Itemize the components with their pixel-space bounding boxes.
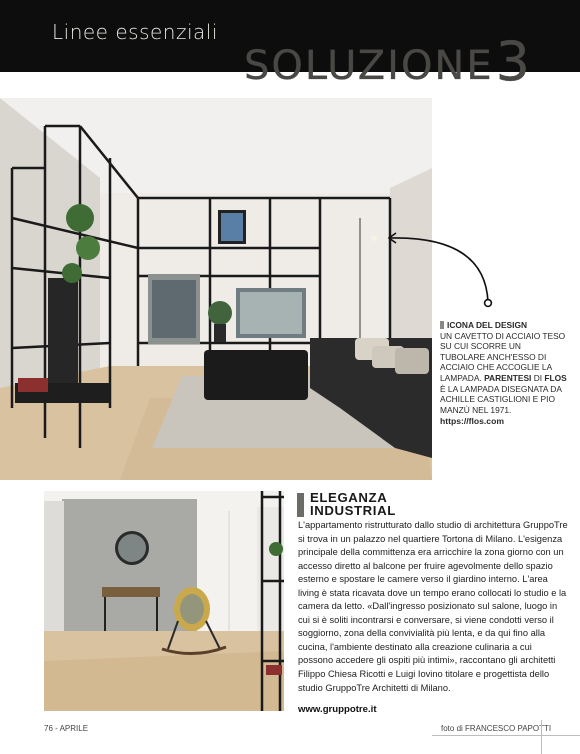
caption-text-2: È LA LAMPADA DISEGNATA DA ACHILLE CASTIGLIONI E PIO MANZÙ NEL 1971. (440, 383, 562, 415)
headline (244, 28, 530, 93)
caption-product: PARENTESI (484, 372, 532, 383)
photo-credit: foto di FRANCESCO PAPOTTI (441, 724, 552, 733)
caption-link[interactable]: https://flos.com (440, 416, 504, 427)
title-line-2: INDUSTRIAL (310, 502, 396, 518)
entrance-photo (44, 491, 284, 711)
caption-text: UN CAVETTO DI ACCIAIO TESO SU CUI SCORRE UN TUBOLARE ANCH'ESSO DI ACCIAIO CHE ACCOGLIE LA LAMPADA. (440, 330, 566, 383)
article-body: L'appartamento ristrutturato dallo studio di architettura GruppoTre si trova in un palazzo nel quartiere Tortona di Milano. L'esigenza principale della committenza era arricchire la zona giorno con un accesso diretto al balcone per fruire agevolmente dello spazio esterno e spostare le camere verso il giardino interno. L'area living è stata ricavata dove un tempo erano collocati lo studio e la camera da letto. «Dall'ingresso posizionato sul salone, luogo in cui si è soliti incontrarsi e conversare, si viene condotti verso il soggiorno, zona della convivialità più lenta, e da qui fino alla cucina, l'ambiente destinato alla creazione culinaria a cui possono accedere gli ospiti più intimi», raccontano gli architetti Filippo Chiesa Ricotti e Luigi Iovino titolare e progettista dello studio GruppoTre Architetti di Milano. (298, 520, 568, 693)
crop-mark-vertical (541, 720, 542, 754)
caption-lead: ICONA DEL DESIGN (440, 320, 527, 330)
article-title (297, 492, 396, 517)
page-number: 76 - APRILE (44, 724, 89, 733)
headline-number: 3 (495, 30, 530, 93)
rubric-title: Linee essenziali (52, 20, 218, 44)
photo-caption (440, 320, 568, 427)
crop-mark-horizontal (432, 735, 580, 736)
caption-by: DI (533, 372, 543, 383)
title-accent-bar (297, 493, 304, 517)
article-link[interactable]: www.gruppotre.it (298, 704, 377, 715)
living-room-photo (0, 98, 432, 480)
caption-brand: FLOS (544, 372, 567, 383)
headline-word: SOLUZIONE (244, 43, 494, 89)
caption-pointer (380, 228, 500, 308)
title-line-1: ELEGANZA (310, 490, 388, 505)
